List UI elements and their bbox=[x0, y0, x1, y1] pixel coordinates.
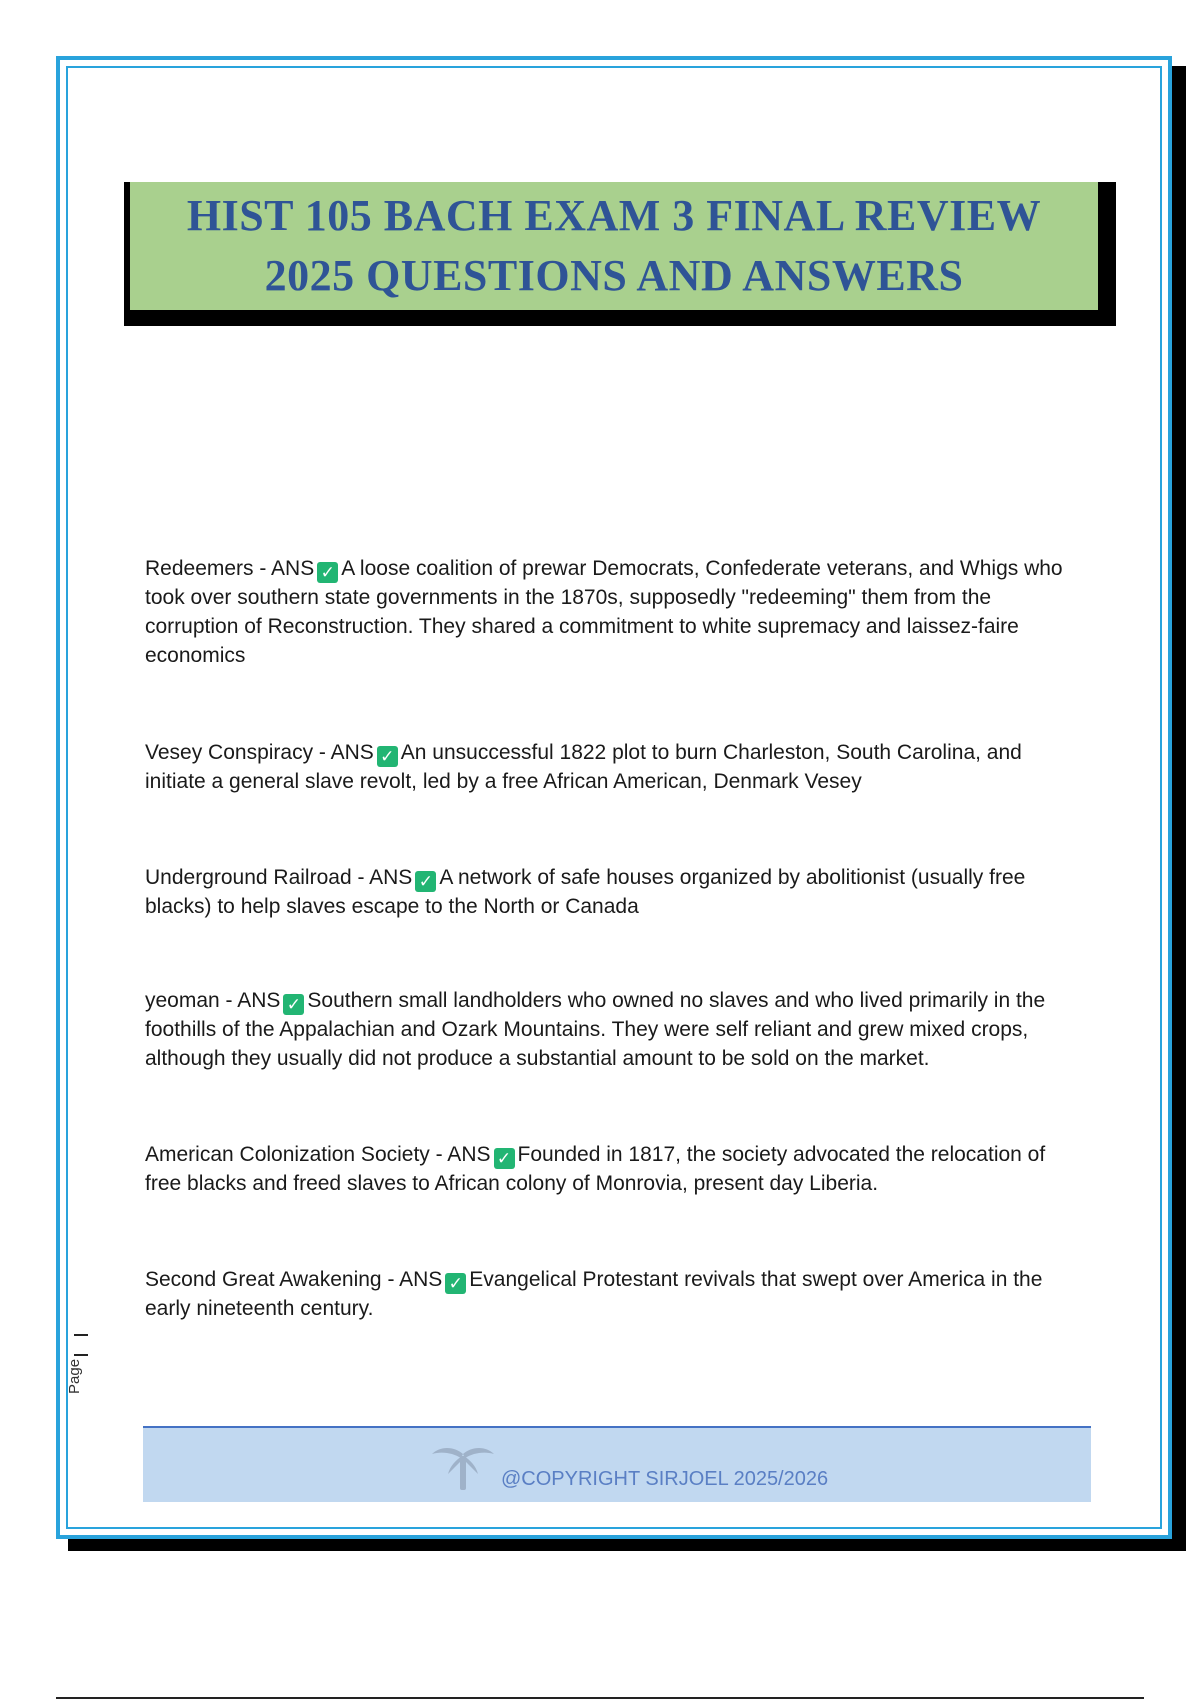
bottom-divider bbox=[56, 1697, 1144, 1699]
entry-answer: An unsuccessful 1822 plot to burn Charleston, South Carolina, and initiate a general slave revolt, led by a free African American, Denmark Vesey bbox=[145, 741, 1022, 793]
entry-term: Second Great Awakening - ANS bbox=[145, 1268, 443, 1291]
entry-term: Vesey Conspiracy - ANS bbox=[145, 741, 374, 764]
palm-tree-logo-icon bbox=[426, 1442, 500, 1492]
check-mark-icon: ✓ bbox=[283, 994, 304, 1015]
side-page-text: Page bbox=[66, 1358, 83, 1394]
copyright-text: @COPYRIGHT SIRJOEL 2025/2026 bbox=[501, 1468, 829, 1490]
entry-term: Redeemers - ANS bbox=[145, 557, 315, 580]
qa-entry bbox=[145, 863, 1085, 921]
entry-term: American Colonization Society - ANS bbox=[145, 1143, 491, 1166]
entry-answer: A network of safe houses organized by abolitionist (usually free blacks) to help slaves escape to the North or Canada bbox=[145, 866, 1026, 918]
check-mark-icon: ✓ bbox=[317, 562, 338, 583]
check-mark-icon: ✓ bbox=[445, 1273, 466, 1294]
entry-term: Underground Railroad - ANS bbox=[145, 866, 413, 889]
entry-answer: A loose coalition of prewar Democrats, Confederate veterans, and Whigs who took over southern state governments in the 1870s, supposedly "redeeming" them from the corruption of Reconstruction. They shared a commitment to white supremacy and laissez-faire economics bbox=[145, 557, 1063, 667]
title-line-2: 2025 QUESTIONS AND ANSWERS bbox=[264, 251, 964, 300]
title-line-1: HIST 105 BACH EXAM 3 FINAL REVIEW bbox=[186, 191, 1042, 240]
entry-answer: Evangelical Protestant revivals that swept over America in the early nineteenth century. bbox=[145, 1268, 1043, 1320]
qa-entry bbox=[145, 1140, 1085, 1198]
qa-entry bbox=[145, 1265, 1085, 1323]
qa-entry bbox=[145, 554, 1085, 670]
footer-bar bbox=[143, 1426, 1091, 1502]
check-mark-icon: ✓ bbox=[415, 871, 436, 892]
side-page-label bbox=[66, 1334, 94, 1394]
title-banner bbox=[124, 182, 1102, 314]
entry-term: yeoman - ANS bbox=[145, 989, 281, 1012]
qa-entry bbox=[145, 986, 1085, 1073]
page-number-bracket bbox=[74, 1334, 88, 1356]
check-mark-icon: ✓ bbox=[494, 1148, 515, 1169]
entry-answer: Southern small landholders who owned no slaves and who lived primarily in the foothills of the Appalachian and Ozark Mountains. They were self reliant and grew mixed crops, although they usually did not produce a substantial amount to be sold on the market. bbox=[145, 989, 1046, 1070]
check-mark-icon: ✓ bbox=[377, 746, 398, 767]
qa-entry bbox=[145, 738, 1085, 796]
entry-answer: Founded in 1817, the society advocated the relocation of free blacks and freed slaves to African colony of Monrovia, present day Liberia. bbox=[145, 1143, 1046, 1195]
